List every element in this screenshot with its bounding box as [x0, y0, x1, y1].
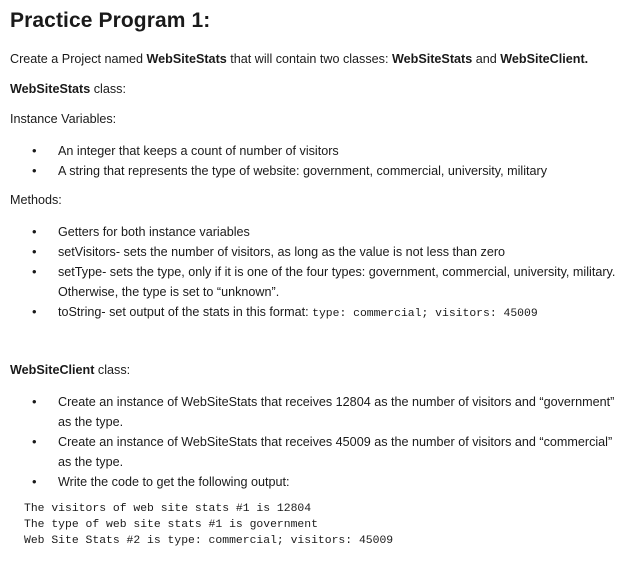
list-item: • setType- sets the type, only if it is one of the four types: government, commercial, university, military. Otherwise, the type is set to “unknown”.	[10, 262, 620, 302]
output-line: The visitors of web site stats #1 is 12804	[24, 503, 312, 515]
stats-class-suffix: class:	[90, 82, 126, 96]
list-item: • setVisitors- sets the number of visitors, as long as the value is not less than zero	[10, 242, 620, 262]
intro-class1: WebSiteStats	[391, 52, 473, 66]
methods-list	[10, 222, 620, 324]
intro-class2: WebSiteClient.	[500, 52, 589, 66]
client-class-heading	[10, 362, 130, 379]
list-item: • A string that represents the type of website: government, commercial, university, military	[10, 161, 620, 181]
intro-project-name: WebSiteStats	[146, 52, 227, 66]
client-tasks-list	[10, 392, 620, 492]
client-class-suffix: class:	[94, 363, 131, 377]
intro-paragraph	[10, 51, 588, 68]
stats-class-name: WebSiteStats	[10, 82, 91, 96]
list-item: • An integer that keeps a count of number of visitors	[10, 141, 620, 161]
stats-class-heading	[10, 81, 126, 98]
intro-and: and	[472, 52, 501, 66]
intro-prefix: Create a Project named	[10, 52, 147, 66]
expected-output-block	[24, 501, 393, 549]
tostring-format-code: type: commercial; visitors: 45009	[312, 308, 538, 320]
client-class-name: WebSiteClient	[10, 363, 95, 377]
list-item: • Write the code to get the following output:	[10, 472, 620, 492]
output-line: Web Site Stats #2 is type: commercial; visitors: 45009	[24, 535, 394, 547]
list-item: • Create an instance of WebSiteStats that receives 45009 as the number of visitors and “commercial” as the type.	[10, 432, 620, 472]
methods-label: Methods:	[10, 193, 62, 207]
intro-middle: that will contain two classes:	[226, 52, 392, 66]
instance-variables-label: Instance Variables:	[10, 112, 117, 126]
list-item: • Getters for both instance variables	[10, 222, 620, 242]
list-item: • Create an instance of WebSiteStats that receives 12804 as the number of visitors and “government” as the type.	[10, 392, 620, 432]
instance-variables-list	[10, 141, 620, 181]
tostring-description: toString- set output of the stats in this format:	[58, 305, 313, 319]
list-item	[10, 302, 620, 324]
output-line: The type of web site stats #1 is government	[24, 519, 318, 531]
page-title: Practice Program 1:	[10, 9, 211, 32]
